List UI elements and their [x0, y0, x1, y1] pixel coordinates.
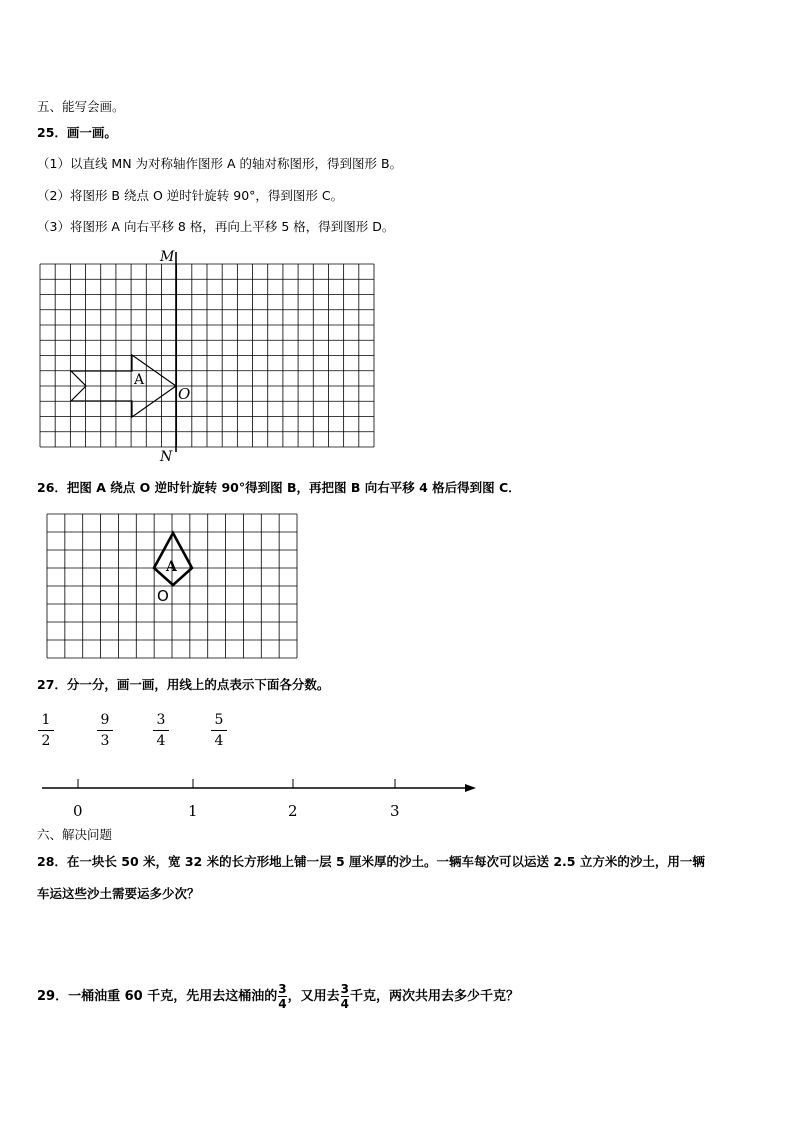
- q27-fraction-3-numerator: 3: [156, 712, 166, 728]
- tick-label-1: 1: [188, 802, 198, 820]
- q27-title: 27．分一分，画一画，用线上的点表示下面各分数。: [37, 677, 330, 692]
- q25-label-a: A: [134, 372, 145, 388]
- q27-fraction-1-numerator: 1: [41, 712, 51, 728]
- q25-title: 25．画一画。: [37, 125, 117, 140]
- q29-part-1: 29．一桶油重 60 千克，先用去这桶油的: [37, 989, 278, 1004]
- q29-fraction-2-numerator: 3: [340, 982, 349, 996]
- tick-label-3: 3: [390, 802, 400, 820]
- number-line-arrow: [465, 784, 476, 792]
- section-6-title: 六、解决问题: [37, 827, 113, 842]
- q25-label-n: N: [160, 449, 173, 465]
- q29-fraction-2-denominator: 4: [340, 997, 349, 1011]
- tick-label-0: 0: [73, 802, 83, 820]
- q29-fraction-1-denominator: 4: [278, 997, 287, 1011]
- q27-fraction-1-denominator: 2: [41, 733, 51, 749]
- section-5-title: 五、能写会画。: [37, 99, 125, 114]
- q25-label-o: O: [178, 385, 191, 403]
- q27-fraction-2-numerator: 9: [100, 712, 110, 728]
- q26-label-o: O: [157, 587, 169, 605]
- q25-item-3: （3）将图形 A 向右平移 8 格，再向上平移 5 格，得到图形 D。: [37, 219, 395, 234]
- q25-item-1: （1）以直线 MN 为对称轴作图形 A 的轴对称图形，得到图形 B。: [37, 156, 403, 171]
- tick-label-2: 2: [288, 802, 298, 820]
- q26-label-a: A: [166, 559, 177, 575]
- q26-title: 26．把图 A 绕点 O 逆时针旋转 90°得到图 B，再把图 B 向右平移 4 格后得到图 C．: [37, 480, 521, 495]
- q29-fraction-1-numerator: 3: [278, 982, 287, 996]
- q28-line-2: 车运这些沙土需要运多少次？: [37, 886, 200, 901]
- q29-part-2: ，又用去: [287, 989, 340, 1004]
- q27-fraction-4-denominator: 4: [214, 733, 224, 749]
- q27-fraction-3-denominator: 4: [156, 733, 166, 749]
- q27-fraction-4-numerator: 5: [214, 712, 224, 728]
- q29-question: [37, 982, 519, 1012]
- q27-fraction-2-denominator: 3: [100, 733, 110, 749]
- q25-label-m: M: [160, 249, 175, 265]
- q25-item-2: （2）将图形 B 绕点 O 逆时针旋转 90°，得到图形 C。: [37, 188, 344, 203]
- q29-fraction-2: [341, 983, 349, 1010]
- q29-part-3: 千克，两次共用去多少千克？: [349, 989, 519, 1004]
- q28-line-1: 28．在一块长 50 米，宽 32 米的长方形地上铺一层 5 厘米厚的沙土。一辆车每次可以运送 2.5 立方米的沙土，用一辆: [37, 854, 705, 869]
- q29-fraction-1: [278, 983, 286, 1010]
